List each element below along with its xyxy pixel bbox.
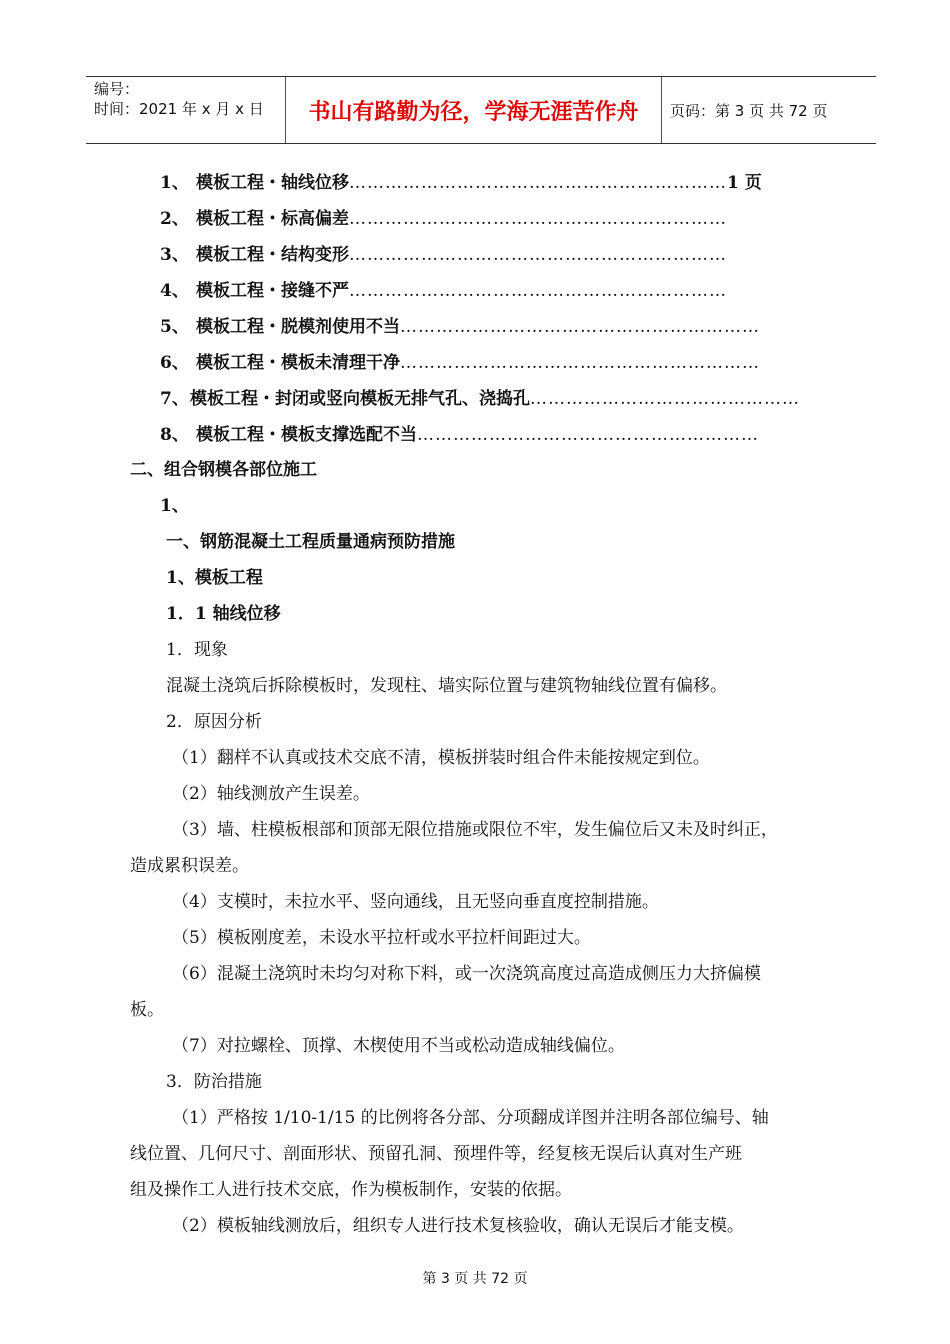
paragraph: 混凝土浇筑后拆除模板时，发现柱、墙实际位置与建筑物轴线位置有偏移。: [166, 676, 727, 696]
toc-title: 模板工程・模板支撑选配不当: [196, 425, 417, 445]
code-label: 编号：: [94, 80, 140, 98]
toc-item: [160, 278, 800, 314]
toc-item: [160, 314, 800, 350]
toc-item: [160, 422, 800, 458]
toc-number: 7、: [160, 389, 189, 409]
list-item-continuation: 线位置、几何尺寸、剖面形状、预留孔洞、预埋件等，经复核无误后认真对生产班: [130, 1144, 742, 1164]
toc-item: [160, 386, 800, 422]
subsection-number: 1、: [160, 496, 189, 516]
paragraph-title: 2．原因分析: [166, 712, 262, 732]
list-item-continuation: 组及操作工人进行技术交底，作为模板制作，安装的依据。: [130, 1180, 572, 1200]
toc-title: 模板工程・标高偏差: [196, 209, 349, 229]
toc-leader: ………………………………………………………: [349, 209, 727, 229]
list-item: （1）严格按 1/10-1/15 的比例将各分部、分项翻成详图并注明各部位编号、轴: [172, 1108, 769, 1128]
paragraph-title: 3．防治措施: [166, 1072, 262, 1092]
section-heading: 1、模板工程: [166, 568, 263, 588]
toc-leader: ………………………………………: [530, 389, 800, 409]
toc-number: 3、: [160, 245, 189, 265]
list-item-continuation: 板。: [130, 1000, 164, 1020]
toc-title: 模板工程・轴线位移: [196, 173, 349, 193]
time-label: 时间：2021 年 x 月 x 日: [94, 100, 264, 118]
toc-number: 4、: [160, 281, 189, 301]
section-heading: 二、组合钢模各部位施工: [130, 460, 317, 480]
list-item: （6）混凝土浇筑时未均匀对称下料，或一次浇筑高度过高造成侧压力大挤偏模: [172, 964, 761, 984]
toc-title: 模板工程・封闭或竖向模板无排气孔、浇捣孔: [190, 389, 530, 409]
toc-leader: ……………………………………………………: [400, 317, 760, 337]
toc-leader: …………………………………………………: [417, 425, 759, 445]
toc-leader: ………………………………………………………: [349, 281, 727, 301]
toc-leader: ………………………………………………………: [349, 173, 727, 193]
chapter-heading: 一、钢筋混凝土工程质量通病预防措施: [166, 532, 455, 552]
list-item: （2）模板轴线测放后，组织专人进行技术复核验收，确认无误后才能支模。: [172, 1216, 744, 1236]
toc-number: 5、: [160, 317, 189, 337]
header-page-info: 页码：第 3 页 共 72 页: [670, 101, 828, 120]
document-body: [130, 456, 840, 1248]
toc-number: 1、: [160, 173, 189, 193]
toc-item: [160, 242, 800, 278]
toc-item: [160, 206, 800, 242]
table-of-contents: [160, 170, 800, 458]
toc-title: 模板工程・脱模剂使用不当: [196, 317, 400, 337]
toc-number: 8、: [160, 425, 189, 445]
list-item: （2）轴线测放产生误差。: [172, 784, 370, 804]
toc-number: 2、: [160, 209, 189, 229]
document-header: [86, 76, 876, 144]
toc-item: [160, 350, 800, 386]
paragraph-title: 1．现象: [166, 640, 228, 660]
list-item: （5）模板刚度差，未设水平拉杆或水平拉杆间距过大。: [172, 928, 591, 948]
subsection-heading: 1．1 轴线位移: [166, 604, 281, 624]
list-item: （1）翻样不认真或技术交底不清，模板拼装时组合件未能按规定到位。: [172, 748, 710, 768]
header-motto: 书山有路勤为径，学海无涯苦作舟: [286, 77, 662, 143]
toc-item: [160, 170, 800, 206]
toc-title: 模板工程・模板未清理干净: [196, 353, 400, 373]
header-meta: [86, 77, 286, 143]
list-item: （7）对拉螺栓、顶撑、木楔使用不当或松动造成轴线偏位。: [172, 1036, 625, 1056]
page-footer: 第 3 页 共 72 页: [422, 1271, 528, 1287]
toc-number: 6、: [160, 353, 189, 373]
toc-page: 1 页: [727, 173, 762, 193]
list-item: （3）墙、柱模板根部和顶部无限位措施或限位不牢，发生偏位后又未及时纠正，: [172, 820, 778, 840]
toc-leader: ……………………………………………………: [400, 353, 760, 373]
toc-title: 模板工程・结构变形: [196, 245, 349, 265]
list-item: （4）支模时，未拉水平、竖向通线，且无竖向垂直度控制措施。: [172, 892, 659, 912]
list-item-continuation: 造成累积误差。: [130, 856, 249, 876]
toc-leader: ………………………………………………………: [349, 245, 727, 265]
toc-title: 模板工程・接缝不严: [196, 281, 349, 301]
